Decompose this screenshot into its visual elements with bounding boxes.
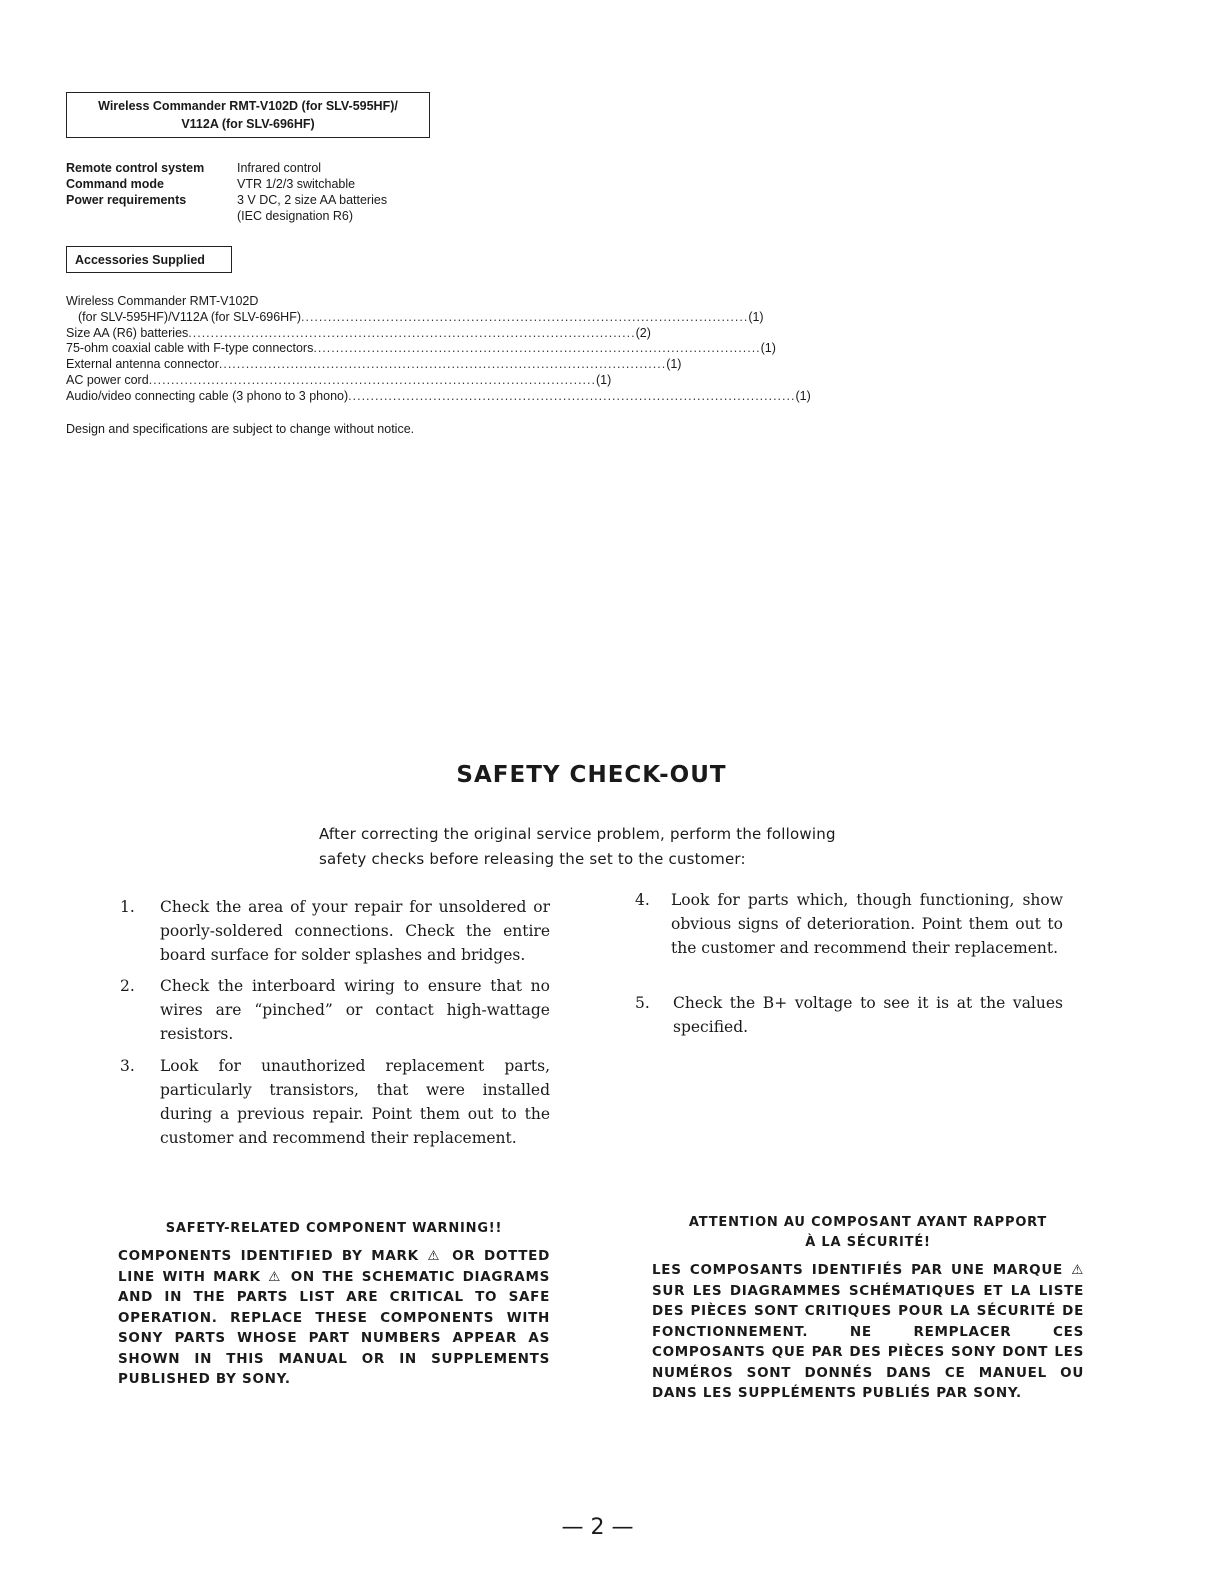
list-item [66, 325, 651, 342]
warning-fr-title-line2: À LA SÉCURITÉ! [805, 1235, 931, 1250]
spec-value: VTR 1/2/3 switchable [237, 177, 356, 191]
list-item [66, 294, 448, 310]
accessory-text: (for SLV-595HF)/V112A (for SLV-696HF) [78, 309, 302, 324]
remote-heading-line1: Wireless Commander RMT-V102D (for SLV-595HF)/ [98, 99, 398, 113]
leader-dots: .................................................................................................... [218, 357, 667, 372]
check-text: Look for unauthorized replacement parts, particularly transistors, that were installed during a previous repair. Point them out to the customer and recommend their replacement. [160, 1057, 550, 1147]
check-text: Check the B+ voltage to see it is at the values specified. [673, 994, 1063, 1036]
list-item [66, 341, 776, 357]
check-number: 2. [120, 977, 135, 995]
safety-title: SAFETY CHECK-OUT [456, 762, 727, 788]
warning-fr-title [652, 1213, 1084, 1253]
accessories-list [66, 294, 811, 405]
accessory-qty: (1) [666, 357, 682, 372]
warning-en-part3: ON THE SCHEMATIC DIAGRAMS AND IN THE PARTS LIST ARE CRITICAL TO SAFE OPERATION. REPLACE THESE COMPONENTS WITH SONY PARTS WHOSE PART NUMBERS APPEAR AS SHOWN IN THIS MANUAL OR IN SUPPLEMENTS PUBLISHED BY SONY. [118, 1268, 550, 1387]
leader-dots: .................................................................................................... [188, 325, 636, 340]
accessory-text: Audio/video connecting cable (3 phono to 3 phono) [66, 388, 349, 403]
check-text: Check the area of your repair for unsoldered or poorly-soldered connections. Check the entire board surface for solder splashes and bridges. [160, 898, 550, 964]
check-item [120, 1054, 550, 1150]
check-number: 5. [635, 994, 650, 1012]
check-item [635, 888, 1063, 984]
list-item [66, 309, 764, 326]
warning-en-title: SAFETY-RELATED COMPONENT WARNING!! [165, 1221, 503, 1236]
spec-value: 3 V DC, 2 size AA batteries [237, 193, 388, 207]
accessory-qty: (1) [595, 372, 612, 387]
accessory-text: Wireless Commander RMT-V102D [66, 294, 259, 308]
list-item [66, 388, 811, 405]
warning-en-body [118, 1246, 550, 1390]
spec-label: Remote control system [66, 161, 205, 175]
warning-en-part2: OR DOTTED LINE WITH MARK [118, 1248, 550, 1285]
check-number: 4. [635, 891, 650, 909]
check-text: Look for parts which, though functioning, show obvious signs of deterioration. Point them out to the customer and recommend their replacement. [671, 891, 1063, 957]
warning-en-part1: COMPONENTS IDENTIFIED BY MARK [118, 1248, 419, 1264]
accessory-text: External antenna connector [66, 357, 219, 372]
check-item [120, 974, 550, 1046]
intro-line1: After correcting the original service problem, perform the following [319, 825, 836, 843]
spec-value: Infrared control [237, 161, 322, 175]
page-number: — 2 — [561, 1515, 634, 1540]
spec-label: Power requirements [66, 193, 187, 207]
accessory-qty: (1) [748, 309, 764, 324]
leader-dots: .................................................................................................... [348, 388, 796, 403]
warning-triangle-icon: ⚠ [1071, 1262, 1084, 1278]
accessory-text: 75-ohm coaxial cable with F-type connectors [66, 341, 314, 356]
accessory-qty: (1) [795, 388, 811, 403]
list-item [66, 372, 612, 389]
accessory-qty: (1) [760, 341, 776, 356]
spec-value-note: (IEC designation R6) [237, 209, 354, 223]
intro-line2: safety checks before releasing the set to the customer: [319, 850, 746, 868]
accessories-heading: Accessories Supplied [66, 246, 232, 273]
warning-triangle-icon: ⚠ [268, 1268, 284, 1285]
remote-heading-box [66, 92, 430, 138]
remote-heading-line2: V112A (for SLV-696HF) [181, 117, 315, 131]
warning-fr-body [652, 1260, 1084, 1404]
accessory-text: AC power cord [66, 372, 149, 387]
list-item [66, 357, 682, 373]
check-text: Check the interboard wiring to ensure that no wires are “pinched” or contact high-wattage resistors. [160, 977, 550, 1043]
check-number: 1. [120, 898, 135, 916]
leader-dots: .................................................................................................... [301, 309, 749, 324]
check-number: 3. [120, 1057, 135, 1075]
leader-dots: .................................................................................................... [313, 341, 761, 356]
check-item [120, 895, 550, 967]
leader-dots: .................................................................................................... [148, 372, 596, 387]
warning-triangle-icon: ⚠ [427, 1248, 444, 1264]
accessory-text: Size AA (R6) batteries [66, 325, 189, 340]
safety-intro [319, 822, 899, 872]
spec-label: Command mode [66, 177, 164, 191]
design-note: Design and specifications are subject to change without notice. [66, 422, 415, 436]
check-item [635, 991, 1063, 1039]
accessory-qty: (2) [635, 325, 651, 340]
warning-fr-part2: SUR LES DIAGRAMMES SCHÉMATIQUES ET LA LISTE DES PIÈCES SONT CRITIQUES POUR LA SÉCURITÉ DE FONCTIONNEMENT. NE REMPLACER CES COMPOSANTS QUE PAR DES PIÈCES SONY DONT LES NUMÉROS SONT DONNÉS DANS CE MANUEL OU DANS LES SUPPLÉMENTS PUBLIÉS PAR SONY. [652, 1282, 1084, 1401]
warning-fr-part1: LES COMPOSANTS IDENTIFIÉS PAR UNE MARQUE [652, 1262, 1063, 1278]
warning-fr-title-line1: ATTENTION AU COMPOSANT AYANT RAPPORT [688, 1215, 1048, 1230]
